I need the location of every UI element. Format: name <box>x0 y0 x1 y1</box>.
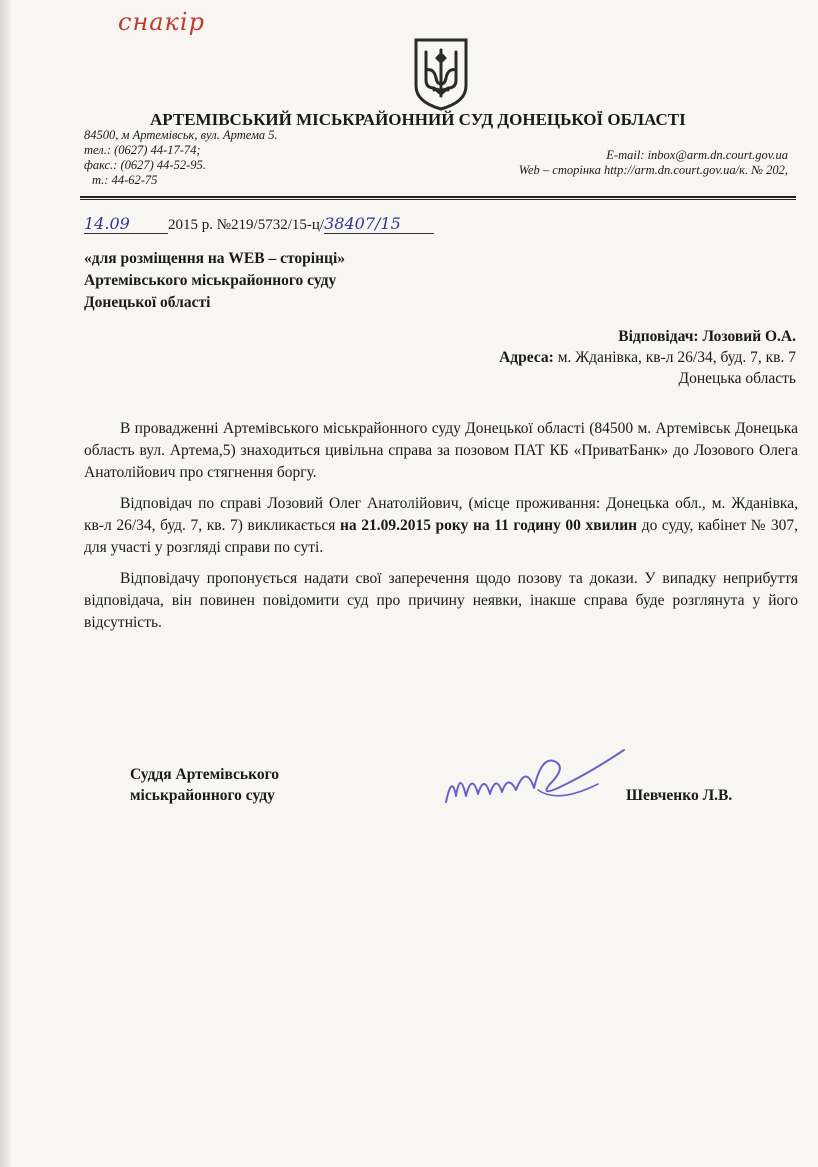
trident-coat-of-arms-icon <box>412 36 470 112</box>
page-edge <box>0 0 12 1167</box>
handwritten-date: 14.09 <box>84 214 168 234</box>
defendant-region: Донецька область <box>678 370 796 387</box>
handwritten-note: снакір <box>118 8 205 36</box>
handwritten-number: 38407/15 <box>324 214 434 234</box>
defendant-label: Відповідач: Лозовий О.А. <box>618 328 796 345</box>
court-phone: тел.: (0627) 44-17-74; <box>84 143 201 157</box>
judge-title-line-1: Суддя Артемівського <box>130 766 280 783</box>
contact-right <box>519 148 788 178</box>
handwritten-signature <box>438 744 628 814</box>
recipient-line-3: Донецької області <box>84 294 211 311</box>
header-rule-thin <box>80 199 796 200</box>
contact-left <box>84 128 278 188</box>
court-name: АРТЕМІВСЬКИЙ МІСЬКРАЙОННИЙ СУД ДОНЕЦЬКОЇ ОБЛАСТІ <box>150 110 686 129</box>
address-label: Адреса: <box>499 349 554 366</box>
judge-title <box>130 764 279 806</box>
court-fax: факс.: (0627) 44-52-95. <box>84 158 206 172</box>
defendant-address <box>499 347 796 368</box>
paragraph-objections: Відповідачу пропонується надати свої заперечення щодо позову та докази. У випадку неприбуття відповідача, він повинен повідомити суд про причину неявки, інакше справа буде розглянута у його відсутність. <box>84 570 798 631</box>
outgoing-printed: 2015 р. №219/5732/15-ц/ <box>168 217 325 233</box>
court-website: Web – сторінка http://arm.dn.court.gov.ua/к. № 202, <box>518 163 788 177</box>
court-phone-2: т.: 44-62-75 <box>92 173 158 187</box>
recipient-line-2: Артемівського міськрайонного суду <box>84 272 337 289</box>
court-email: E-mail: inbox@arm.dn.court.gov.ua <box>606 148 788 162</box>
court-address: 84500, м Артемівськ, вул. Артема 5. <box>84 128 278 142</box>
address-text: м. Жданівка, кв-л 26/34, буд. 7, кв. 7 <box>553 349 796 366</box>
recipient-block <box>84 248 345 314</box>
judge-title-line-2: міськрайонного суду <box>130 787 275 804</box>
paragraph-summons <box>84 493 798 559</box>
judge-name: Шевченко Л.В. <box>626 787 733 804</box>
recipient-line-1: «для розміщення на WEB – сторінці» <box>84 250 345 267</box>
summons-datetime: на 21.09.2015 року на 11 годину 00 хвилин <box>339 517 638 534</box>
addressee-block <box>499 326 796 389</box>
paragraph-case-info: В провадженні Артемівського міськрайонного суду Донецької області (84500 м. Артемівськ Донецька область вул. Артема,5) знаходиться цивільна справа за позовом ПАТ КБ «ПриватБанк» до Лозового Олега Анатолійович про стягнення боргу. <box>84 420 798 481</box>
outgoing-number <box>84 214 434 234</box>
header-rule <box>80 196 796 198</box>
summons-text-end: до суду, кабінет № 307, для участі у розгляді справи по суті. <box>84 517 798 556</box>
summons-text-start: Відповідач по справі Лозовий Олег Анатолійович, (місце проживання: Донецька обл., м. Жданівка, кв-л 26/34, буд. 7, кв. 7) викликається <box>84 495 798 534</box>
